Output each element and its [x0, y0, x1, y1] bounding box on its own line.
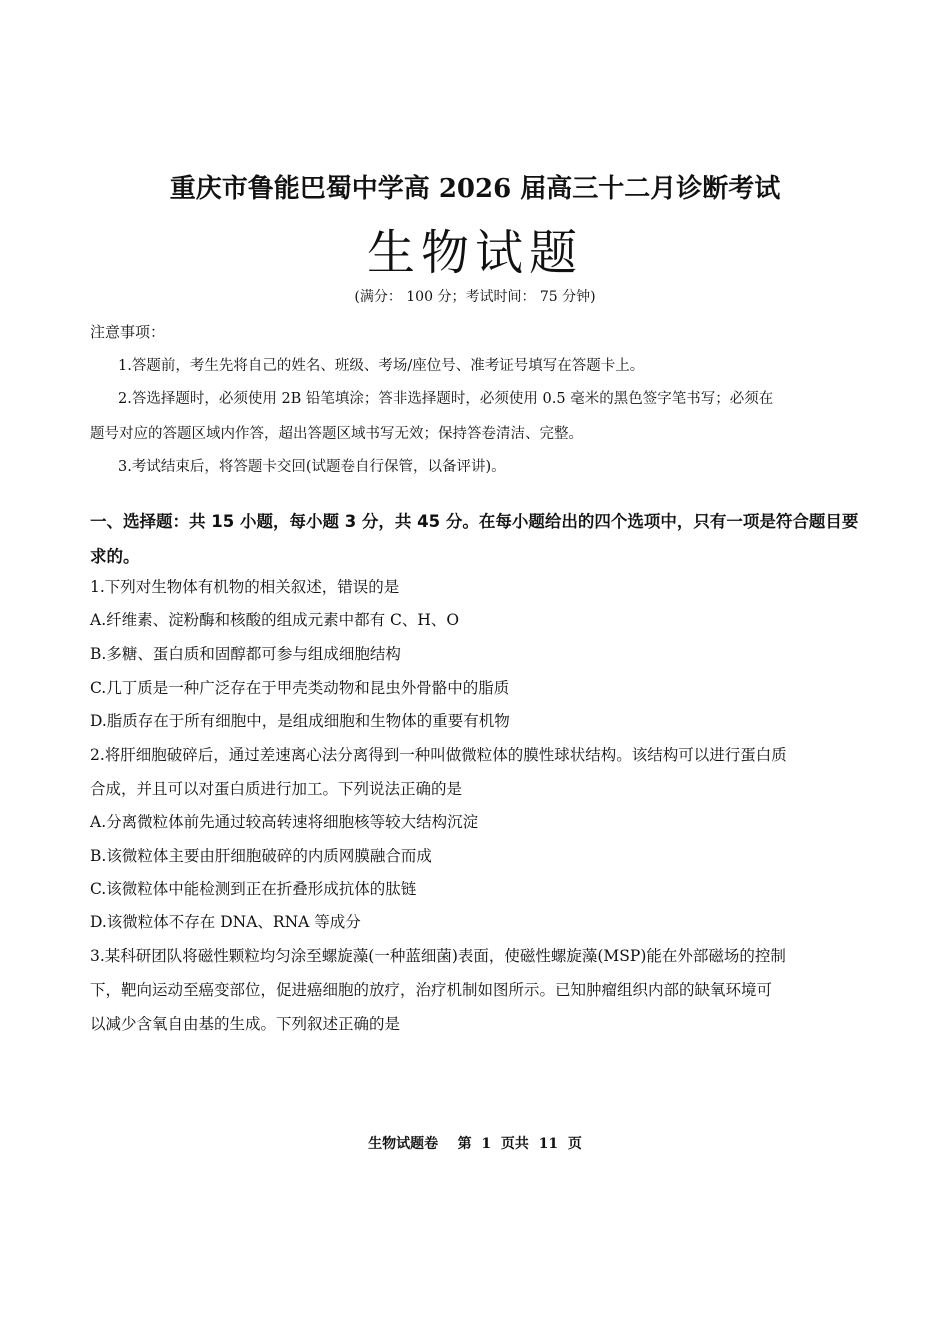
section-heading-cont: 求的。	[90, 547, 140, 566]
notice-item-2: 2.答选择题时，必须使用 2B 铅笔填涂；答非选择题时，必须使用 0.5 毫米的黑色签字笔书写；必须在	[118, 391, 774, 407]
exam-info: (满分： 100 分；考试时间： 75 分钟)	[354, 289, 596, 305]
subject-title: 生物试题	[366, 225, 583, 281]
notice-item-3: 3.考试结束后，将答题卡交回(试题卷自行保管，以备评讲)。	[118, 459, 506, 475]
notice-item-2-cont: 题号对应的答题区域内作答，超出答题区域书写无效；保持答卷清洁、完整。	[90, 426, 583, 442]
question-2-option-d: D.该微粒体不存在 DNA、RNA 等成分	[90, 913, 361, 931]
question-2-option-a: A.分离微粒体前先通过较高转速将细胞核等较大结构沉淀	[90, 813, 479, 831]
question-1-option-d: D.脂质存在于所有细胞中，是组成细胞和生物体的重要有机物	[90, 712, 510, 730]
question-2-stem-cont: 合成，并且可以对蛋白质进行加工。下列说法正确的是	[90, 780, 463, 798]
question-3-stem: 3.某科研团队将磁性颗粒均匀涂至螺旋藻(一种蓝细菌)表面，使磁性螺旋藻(MSP)能在外部磁场的控制	[90, 947, 786, 965]
question-1-option-a: A.纤维素、淀粉酶和核酸的组成元素中都有 C、H、O	[90, 611, 460, 629]
question-2-option-c: C.该微粒体中能检测到正在折叠形成抗体的肽链	[90, 880, 417, 898]
notice-heading: 注意事项：	[90, 323, 166, 341]
question-1-option-b: B.多糖、蛋白质和固醇都可参与组成细胞结构	[90, 645, 401, 663]
notice-item-1: 1.答题前，考生先将自己的姓名、班级、考场/座位号、准考证号填写在答题卡上。	[118, 358, 645, 374]
section-heading: 一、选择题：共 15 小题，每小题 3 分，共 45 分。在每小题给出的四个选项中，只有一项是符合题目要	[90, 512, 859, 531]
page-footer: 生物试题卷 第 1 页共 11 页	[368, 1136, 582, 1152]
question-2-stem: 2.将肝细胞破碎后，通过差速离心法分离得到一种叫做微粒体的膜性球状结构。该结构可以进行蛋白质	[90, 746, 787, 764]
question-1-option-c: C.几丁质是一种广泛存在于甲壳类动物和昆虫外骨骼中的脂质	[90, 679, 510, 697]
question-2-option-b: B.该微粒体主要由肝细胞破碎的内质网膜融合而成	[90, 847, 432, 865]
exam-title: 重庆市鲁能巴蜀中学高 2026 届高三十二月诊断考试	[169, 174, 781, 204]
question-3-stem-cont-2: 以减少含氧自由基的生成。下列叙述正确的是	[90, 1015, 401, 1033]
question-1-stem: 1.下列对生物体有机物的相关叙述，错误的是	[90, 578, 400, 596]
question-3-stem-cont: 下，靶向运动至癌变部位，促进癌细胞的放疗，治疗机制如图所示。已知肿瘤组织内部的缺氧环境可	[90, 981, 773, 999]
